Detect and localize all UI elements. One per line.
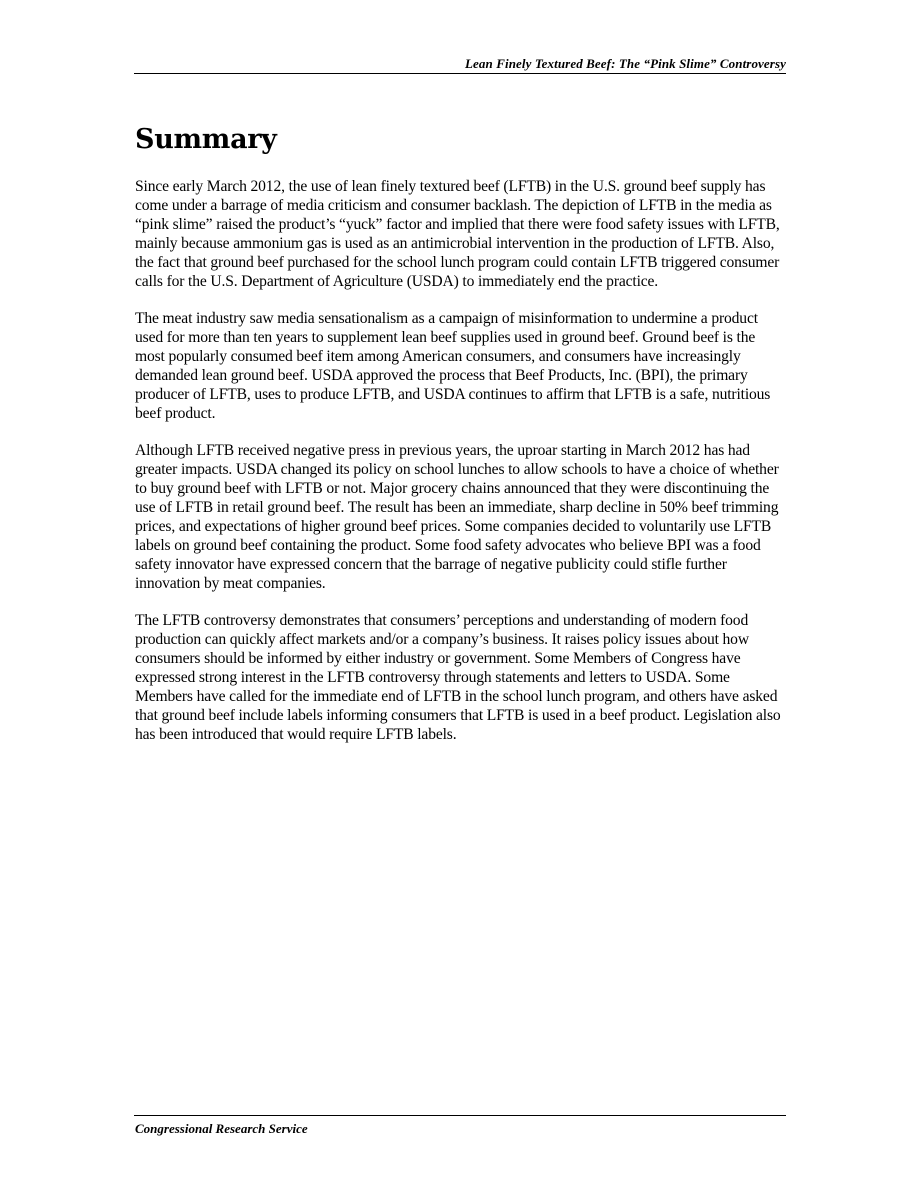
summary-paragraph-4: The LFTB controversy demonstrates that consumers’ perceptions and understanding of modern food production can quickly affect markets and/or a company’s business. It raises policy issues about how consumers should be informed by either industry or government. Some Members of Congress have expressed strong interest in the LFTB controversy through statements and letters to USDA. Some Members have called for the immediate end of LFTB in the school lunch program, and others have asked that ground beef include labels informing consumers that LFTB is used in a beef product. Legislation also has been introduced that would require LFTB labels.: [135, 612, 781, 743]
running-footer: Congressional Research Service: [135, 1121, 308, 1136]
summary-paragraph-3: Although LFTB received negative press in previous years, the uproar starting in March 2012 has had greater impacts. USDA changed its policy on school lunches to allow schools to have a choice of whether to buy ground beef with LFTB or not. Major grocery chains announced that they were discontinuing the use of LFTB in retail ground beef. The result has been an immediate, sharp decline in 50% beef trimming prices, and expectations of higher ground beef prices. Some companies decided to voluntarily use LFTB labels on ground beef containing the product. Some food safety advocates who believe BPI was a food safety innovator have expressed concern that the barrage of negative publicity could stifle further innovation by meat companies.: [135, 442, 779, 592]
running-header: Lean Finely Textured Beef: The “Pink Slime” Controversy: [465, 56, 786, 71]
footer-divider: [134, 1115, 786, 1116]
summary-paragraph-2: The meat industry saw media sensationalism as a campaign of misinformation to undermine a product used for more than ten years to supplement lean beef supplies used in ground beef. Ground beef is the most popularly consumed beef item among American consumers, and consumers have increasingly demanded lean ground beef. USDA approved the process that Beef Products, Inc. (BPI), the primary producer of LFTB, uses to produce LFTB, and USDA continues to affirm that LFTB is a safe, nutritious beef product.: [135, 310, 771, 422]
section-title: Summary: [135, 124, 277, 155]
summary-body: [135, 177, 787, 762]
header-divider: [134, 73, 786, 74]
summary-paragraph-1: Since early March 2012, the use of lean finely textured beef (LFTB) in the U.S. ground beef supply has come under a barrage of media criticism and consumer backlash. The depiction of LFTB in the media as “pink slime” raised the product’s “yuck” factor and implied that there were food safety issues with LFTB, mainly because ammonium gas is used as an antimicrobial intervention in the production of LFTB. Also, the fact that ground beef purchased for the school lunch program could contain LFTB triggered consumer calls for the U.S. Department of Agriculture (USDA) to immediately end the practice.: [135, 178, 780, 290]
